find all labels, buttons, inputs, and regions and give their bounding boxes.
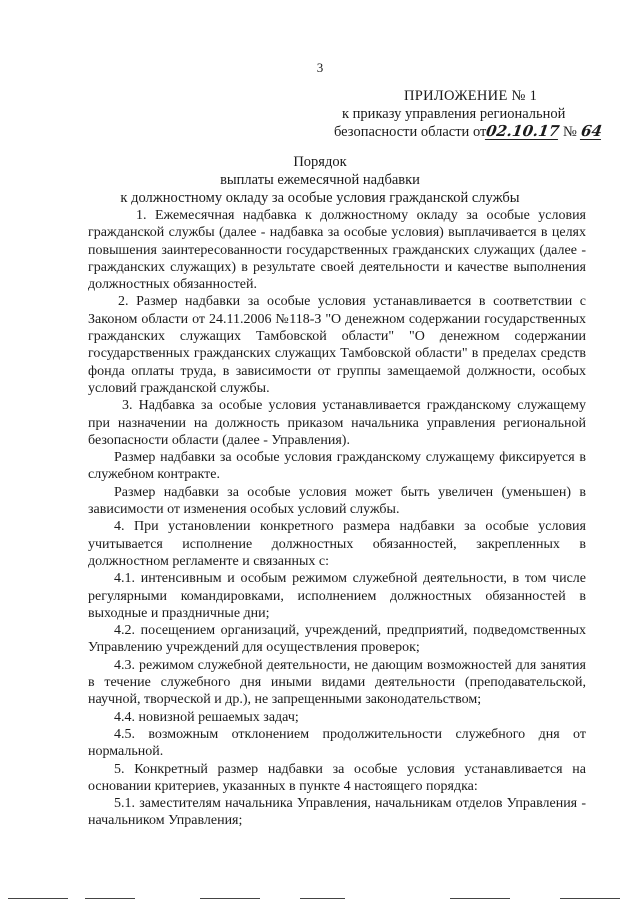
document-subtitle-1: выплаты ежемесячной надбавки <box>220 172 420 188</box>
paragraph: 5.1. заместителям начальника Управления, начальникам отделов Управления - начальником Управления; <box>88 796 586 829</box>
document-body <box>88 207 586 830</box>
paragraph: 2. Размер надбавки за особые условия устанавливается в соответствии с Законом области от 24.11.2006 №118-З "О денежном содержании государственных гражданских служащих Тамбовской области" "О денежном содержании государственных гражданских служащих Тамбовской области" в пределах средств фонда оплаты труда, в зависимости от группы замещаемой должности, особых условий гражданской службы. <box>88 294 586 396</box>
scan-artifact-line <box>200 898 260 899</box>
paragraph: 4.4. новизной решаемых задач; <box>114 709 299 725</box>
paragraph: 4.5. возможным отклонением продолжительности служебного дня от нормальной. <box>88 726 586 760</box>
page-number: 3 <box>316 60 324 75</box>
scan-artifact-line <box>560 898 620 899</box>
paragraph: 4. При установлении конкретного размера надбавки за особые условия учитывается исполнение должностных обязанностей, закрепленных в должностном регламенте и связанных с: <box>88 519 586 569</box>
document-title: Порядок <box>293 154 347 170</box>
paragraph: 3. Надбавка за особые условия устанавливается гражданскому служащему при назначении на должность приказом начальника управления региональной безопасности области (далее - Управления). <box>88 398 586 448</box>
appendix-date-line <box>334 123 634 141</box>
appendix-order-line: к приказу управления региональной <box>342 106 566 122</box>
scan-artifact-line <box>300 898 345 899</box>
paragraph: Размер надбавки за особые условия гражданскому служащему фиксируется в служебном контракте. <box>88 450 586 483</box>
appendix-title: ПРИЛОЖЕНИЕ № 1 <box>404 88 538 104</box>
paragraph: 5. Конкретный размер надбавки за особые условия устанавливается на основании критериев, указанных в пункте 4 настоящего порядка: <box>88 761 586 794</box>
paragraph: 4.3. режимом служебной деятельности, не дающим возможностей для занятия в течение служебного дня иными видами деятельности (преподавательской, научной, творческой и др.), не запрещенными законодательством; <box>88 657 586 708</box>
document-subtitle-2: к должностному окладу за особые условия гражданской службы <box>120 190 520 206</box>
scan-artifact-line <box>85 898 135 899</box>
scan-artifact-line <box>8 898 68 899</box>
handwritten-date: 02.10.17 <box>485 122 561 140</box>
handwritten-number: 64 <box>579 122 603 140</box>
appendix-date-prefix: безопасности области от <box>334 124 487 140</box>
appendix-block <box>334 87 634 141</box>
paragraph: Размер надбавки за особые условия может быть увеличен (уменьшен) в зависимости от изменения особых условий службы. <box>88 484 586 518</box>
paragraph: 4.2. посещением организаций, учреждений, предприятий, подведомственных Управлению учреждений для осуществления проверок; <box>88 623 586 656</box>
paragraph: 1. Ежемесячная надбавка к должностному окладу за особые условия гражданской службы (далее - надбавка за особые условия) выплачивается в целях повышения заинтересованности государственных гражданских служащих (далее - гражданских служащих) в результате своей деятельности и качестве выполнения должностных обязанностей. <box>88 208 586 293</box>
scan-artifact-line <box>450 898 510 899</box>
number-label: № <box>563 124 577 140</box>
paragraph: 4.1. интенсивным и особым режимом служебной деятельности, в том числе регулярными командировками, исполнением должностных обязанностей в выходные и праздничные дни; <box>88 571 586 621</box>
